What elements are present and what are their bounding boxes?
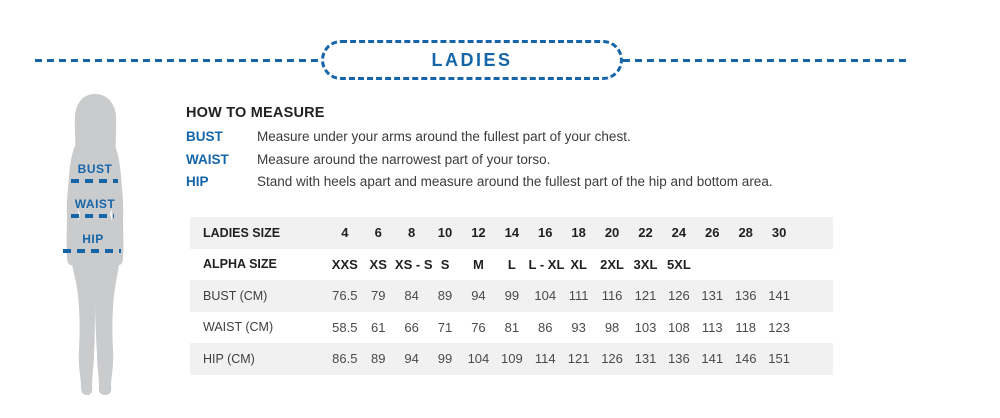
size-cell: 104 (534, 288, 557, 304)
title-dash-line-right (623, 59, 908, 62)
bust-description: Measure under your arms around the fullest part of your chest. (257, 129, 631, 144)
size-cell: 113 (701, 319, 723, 335)
size-cell: 136 (734, 288, 757, 304)
measure-instruction-waist (186, 152, 908, 168)
how-to-measure-heading: HOW TO MEASURE (186, 105, 325, 121)
size-cell: 151 (768, 351, 790, 367)
measure-instruction-bust (186, 129, 908, 145)
size-cell: 99 (437, 351, 453, 367)
filler-cell (796, 217, 833, 249)
size-cell: 66 (404, 319, 419, 335)
table-row (190, 280, 833, 312)
size-cell: 146 (734, 351, 757, 367)
size-cell: 121 (567, 351, 590, 367)
size-cell: S (440, 256, 450, 272)
size-cell: 18 (571, 225, 586, 241)
bust-term: BUST (186, 129, 223, 144)
size-cell: 14 (504, 225, 520, 241)
size-cell: XS - S (394, 256, 433, 272)
size-cell: 118 (735, 319, 757, 335)
size-cell: 94 (471, 288, 486, 304)
figure-hip-label: HIP (82, 232, 104, 246)
size-cell: 136 (668, 351, 690, 367)
row-label: HIP (CM) (203, 351, 255, 366)
size-cell: 141 (701, 351, 724, 367)
size-cell: 84 (404, 288, 419, 304)
row-label: ALPHA SIZE (203, 257, 277, 272)
size-cell: XXS (331, 256, 358, 272)
size-cell: 104 (467, 351, 490, 367)
size-cell: 5XL (666, 256, 691, 272)
size-cell: 141 (768, 288, 790, 304)
size-cell: 8 (408, 225, 416, 241)
row-label: WAIST (CM) (203, 320, 274, 335)
size-cell: 61 (370, 319, 386, 335)
size-cell: 103 (634, 319, 657, 335)
size-cell: 76.5 (332, 288, 358, 304)
size-cell: 94 (404, 351, 419, 367)
filler-cell (796, 249, 833, 281)
filler-cell (796, 312, 833, 344)
row-label: LADIES SIZE (203, 225, 281, 240)
size-cell: 86.5 (332, 351, 358, 367)
size-cell: 26 (705, 225, 720, 241)
size-cell: 16 (538, 225, 553, 241)
size-cell: 111 (568, 288, 589, 304)
size-cell: 71 (437, 319, 453, 335)
size-cell: 28 (738, 225, 753, 241)
waist-description: Measure around the narrowest part of your torso. (257, 151, 551, 167)
size-cell: 131 (634, 351, 657, 367)
size-cell: 30 (771, 225, 787, 241)
size-cell (729, 249, 762, 281)
size-cell: 99 (504, 288, 520, 304)
size-cell (696, 249, 729, 281)
size-cell: L - XL (528, 256, 565, 272)
size-cell: 3XL (633, 256, 658, 272)
size-cell: 76 (471, 319, 486, 335)
size-cell: 81 (504, 319, 520, 335)
figure-waist-dash-line (71, 214, 114, 218)
size-cell: 89 (370, 351, 386, 367)
size-cell: 123 (768, 319, 790, 335)
size-cell: XS (369, 256, 387, 272)
figure-bust-label: BUST (77, 162, 113, 176)
size-cell: 4 (341, 225, 349, 241)
how-to-measure-section (186, 105, 908, 197)
size-cell: 121 (634, 288, 657, 304)
size-cell: 114 (534, 351, 556, 367)
size-cell (762, 249, 795, 281)
size-cell: 12 (471, 225, 486, 241)
filler-cell (796, 280, 833, 312)
size-cell: 108 (668, 319, 690, 335)
measure-instruction-hip (186, 174, 908, 190)
size-cell: 98 (604, 319, 620, 335)
size-cell: 93 (571, 319, 586, 335)
hip-description: Stand with heels apart and measure around the fullest part of the hip and bottom area. (257, 174, 773, 189)
page-title: LADIES (431, 49, 513, 70)
size-cell: 10 (437, 225, 453, 241)
size-cell: 89 (437, 288, 453, 304)
figure-bust-dash-line (71, 179, 118, 183)
size-cell: 116 (601, 288, 623, 304)
table-row (190, 312, 833, 344)
size-cell: 6 (374, 225, 382, 241)
filler-cell (796, 343, 833, 375)
size-cell: 86 (538, 319, 553, 335)
size-cell: 24 (671, 225, 687, 241)
table-row (190, 343, 833, 375)
female-silhouette-figure (52, 92, 175, 402)
table-row (190, 249, 833, 281)
table-row (190, 217, 833, 249)
size-cell: 2XL (600, 256, 624, 272)
size-cell: 126 (668, 288, 690, 304)
size-cell: 58.5 (332, 319, 358, 335)
row-label: BUST (CM) (203, 288, 268, 303)
size-cell: 22 (638, 225, 653, 241)
size-cell: M (473, 256, 484, 272)
section-title-band (35, 40, 908, 80)
size-cell: 109 (500, 351, 523, 367)
title-capsule (321, 40, 623, 80)
size-cell: L (507, 256, 516, 272)
size-cell: XL (570, 256, 587, 272)
size-cell: 20 (604, 225, 620, 241)
size-cell: 79 (370, 288, 386, 304)
title-dash-line-left (35, 59, 321, 62)
female-silhouette-icon (52, 92, 175, 402)
waist-term: WAIST (186, 151, 229, 167)
size-cell: 126 (601, 351, 623, 367)
size-cell: 131 (701, 288, 724, 304)
figure-hip-dash-line (63, 249, 121, 253)
hip-term: HIP (186, 174, 209, 189)
ladies-size-table (190, 217, 833, 375)
figure-waist-label: WAIST (74, 197, 116, 211)
